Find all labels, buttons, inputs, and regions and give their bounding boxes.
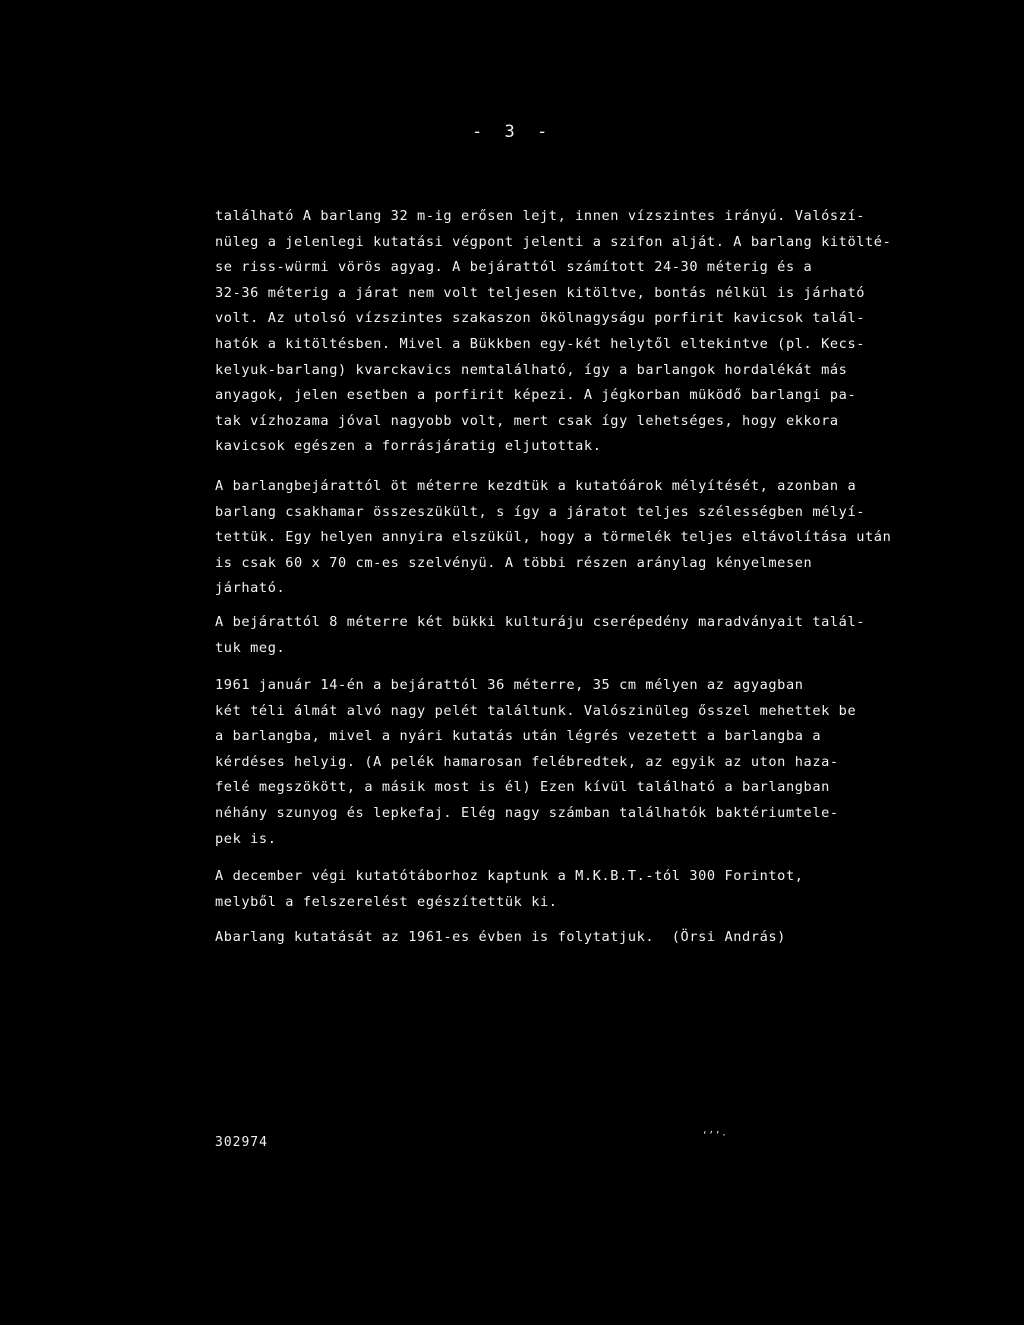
body-text	[215, 204, 892, 951]
text-line: kérdéses helyig. (A pelék hamarosan felébredtek, az egyik az uton haza-	[215, 753, 839, 770]
text-line: Abarlang kutatását az 1961-es évben is folytatjuk. (Örsi András)	[215, 929, 786, 946]
text-line: tettük. Egy helyen annyira elszükül, hogy a törmelék teljes eltávolítása után	[215, 529, 892, 546]
text-line: járható.	[215, 580, 286, 597]
paragraph-cave-description	[215, 204, 892, 460]
paragraph-spacer	[215, 661, 835, 673]
text-line: tuk meg.	[215, 639, 286, 656]
text-line: két téli álmát alvó nagy pelét találtunk. Valószinüleg ősszel mehettek be	[215, 702, 857, 719]
text-line: kavicsok egészen a forrásjáratig eljutottak.	[215, 438, 602, 455]
paragraph-funding	[215, 864, 835, 915]
paragraph-spacer	[215, 460, 835, 474]
text-line: néhány szunyog és lepkefaj. Elég nagy számban találhatók baktériumtele-	[215, 805, 839, 822]
paragraph-spacer	[215, 602, 835, 610]
text-line: volt. Az utolsó vízszintes szakaszon ökölnagyságu porfirit kavicsok talál-	[215, 310, 866, 327]
text-line: melyből a felszerelést egészítettük ki.	[215, 893, 558, 910]
paragraph-dormice	[215, 673, 857, 852]
text-line: kelyuk-barlang) kvarckavics nemtalálható, így a barlangok hordalékát más	[215, 361, 848, 378]
text-line: is csak 60 x 70 cm-es szelvényü. A többi részen aránylag kényelmesen	[215, 554, 813, 571]
text-line: hatók a kitöltésben. Mivel a Bükkben egy-két helytől eltekintve (pl. Kecs-	[215, 335, 866, 352]
footer-document-number: 302974	[215, 1135, 268, 1150]
paragraph-pottery-finds	[215, 610, 866, 661]
text-line: található A barlang 32 m-ig erősen lejt, innen vízszintes irányú. Valószí-	[215, 208, 866, 224]
text-line: barlang csakhamar összeszükült, s így a járatot teljes szélességben mélyí-	[215, 503, 866, 520]
paragraph-spacer	[215, 852, 835, 864]
text-line: anyagok, jelen esetben a porfirit képezi. A jégkorban müködő barlangi pa-	[215, 387, 857, 404]
text-line: felé megszökött, a másik most is él) Ezen kívül található a barlangban	[215, 779, 830, 796]
text-line: a barlangba, mivel a nyári kutatás után légrés vezetett a barlangba a	[215, 728, 822, 745]
paragraph-spacer	[215, 915, 835, 925]
text-line: 32-36 méterig a járat nem volt teljesen kitöltve, bontás nélkül is járható	[215, 284, 866, 301]
paragraph-excavation	[215, 474, 892, 602]
text-line: nüleg a jelenlegi kutatási végpont jelenti a szifon alját. A barlang kitölté-	[215, 233, 892, 250]
text-line: A bejárattól 8 méterre két bükki kulturáju cserépedény maradványait talál-	[215, 613, 866, 630]
text-line: pek is.	[215, 830, 277, 847]
footer-mark: ‘’’·	[702, 1131, 728, 1141]
page-number: - 3 -	[472, 122, 554, 142]
text-line: 1961 január 14-én a bejárattól 36 méterre, 35 cm mélyen az agyagban	[215, 677, 804, 694]
text-line: A barlangbejárattól öt méterre kezdtük a kutatóárok mélyítését, azonban a	[215, 477, 857, 494]
text-line: se riss-würmi vörös agyag. A bejárattól számított 24-30 méterig és a	[215, 259, 813, 276]
text-line: tak vízhozama jóval nagyobb volt, mert csak így lehetséges, hogy ekkora	[215, 412, 839, 429]
paragraph-closing-signature	[215, 925, 835, 951]
text-line: A december végi kutatótáborhoz kaptunk a M.K.B.T.-tól 300 Forintot,	[215, 868, 804, 885]
